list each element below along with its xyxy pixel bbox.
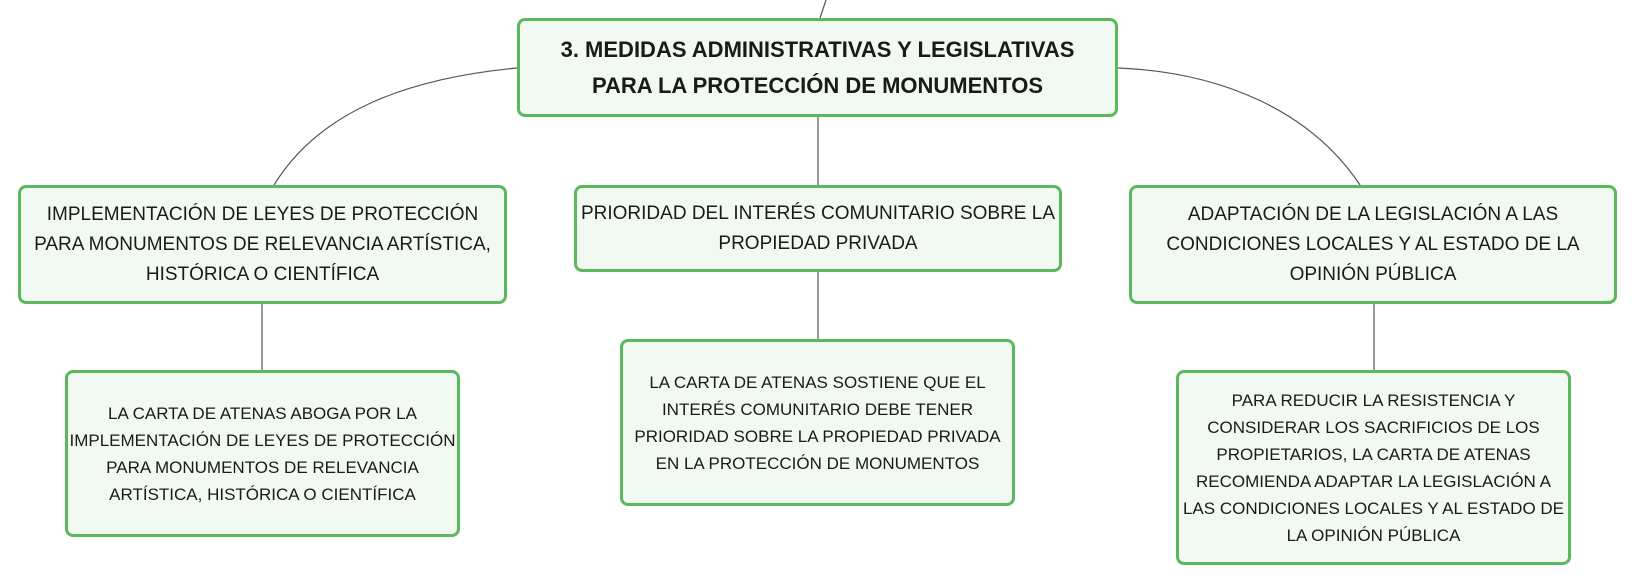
detail-text-line: CONSIDERAR LOS SACRIFICIOS DE LOS	[1207, 417, 1540, 437]
subtopic-text-line: IMPLEMENTACIÓN DE LEYES DE PROTECCIÓN	[46, 203, 479, 225]
subtopic-text-line: PROPIEDAD PRIVADA	[718, 232, 918, 254]
detail-text-line: PARA MONUMENTOS DE RELEVANCIA	[106, 457, 419, 477]
subtopic-node-legislation-adaptation[interactable]	[1129, 185, 1617, 304]
detail-node-legislation-adaptation[interactable]	[1176, 370, 1571, 565]
detail-text-line: LAS CONDICIONES LOCALES Y AL ESTADO DE	[1182, 498, 1565, 518]
root-topic-node[interactable]	[517, 18, 1118, 117]
detail-text-line: INTERÉS COMUNITARIO DEBE TENER	[661, 399, 974, 419]
subtopic-text-line: CONDICIONES LOCALES Y AL ESTADO DE LA	[1166, 233, 1580, 255]
root-title-line: 3. MEDIDAS ADMINISTRATIVAS Y LEGISLATIVAS	[560, 36, 1075, 62]
detail-text-line: PROPIETARIOS, LA CARTA DE ATENAS	[1216, 444, 1531, 464]
subtopic-text-line: PRIORIDAD DEL INTERÉS COMUNITARIO SOBRE LA	[580, 202, 1056, 224]
detail-node-community-interest[interactable]	[620, 339, 1015, 506]
detail-text-line: PRIORIDAD SOBRE LA PROPIEDAD PRIVADA	[634, 426, 1001, 446]
detail-text-line: PARA REDUCIR LA RESISTENCIA Y	[1231, 390, 1516, 410]
root-title-line: PARA LA PROTECCIÓN DE MONUMENTOS	[591, 72, 1043, 98]
subtopic-text-line: HISTÓRICA O CIENTÍFICA	[145, 263, 380, 285]
subtopic-node-protection-laws[interactable]	[18, 185, 507, 304]
detail-text-line: LA CARTA DE ATENAS SOSTIENE QUE EL	[649, 372, 986, 392]
detail-node-protection-laws[interactable]	[65, 370, 460, 537]
detail-text-line: LA OPINIÓN PÚBLICA	[1286, 525, 1461, 545]
subtopic-text-line: PARA MONUMENTOS DE RELEVANCIA ARTÍSTICA,	[34, 233, 491, 255]
subtopic-node-community-interest[interactable]	[574, 185, 1062, 272]
connector-to-parent	[820, 0, 826, 18]
subtopic-text-line: ADAPTACIÓN DE LA LEGISLACIÓN A LAS	[1187, 203, 1559, 225]
subtopic-text-line: OPINIÓN PÚBLICA	[1289, 263, 1457, 285]
detail-text-line: EN LA PROTECCIÓN DE MONUMENTOS	[655, 453, 980, 473]
connector-root-left	[274, 68, 517, 185]
detail-text-line: RECOMIENDA ADAPTAR LA LEGISLACIÓN A	[1196, 471, 1551, 491]
detail-text-line: IMPLEMENTACIÓN DE LEYES DE PROTECCIÓN	[69, 430, 456, 450]
connector-root-right	[1118, 68, 1360, 185]
detail-text-line: ARTÍSTICA, HISTÓRICA O CIENTÍFICA	[109, 484, 416, 504]
detail-text-line: LA CARTA DE ATENAS ABOGA POR LA	[108, 403, 417, 423]
